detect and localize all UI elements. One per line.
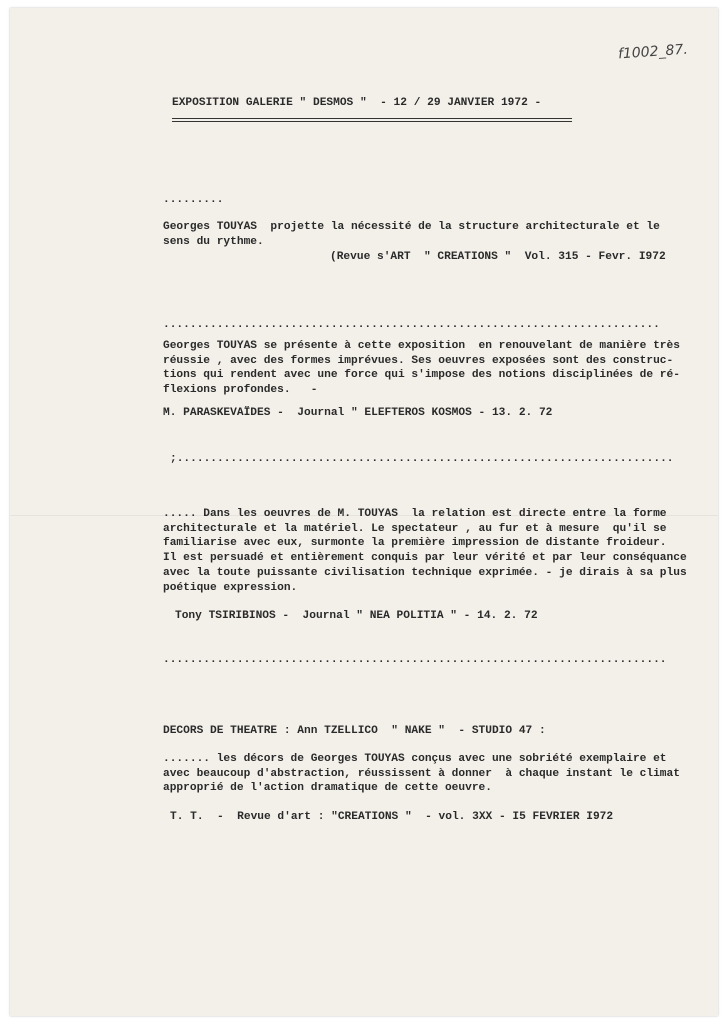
theatre-heading: DECORS DE THEATRE : Ann TZELLICO " NAKE " - STUDIO 47 : bbox=[163, 725, 546, 737]
separator-dots: ........................................................................... bbox=[163, 654, 667, 666]
handwritten-annotation: f1002_87. bbox=[617, 41, 689, 63]
quote-source: Tony TSIRIBINOS - Journal " NEA POLITIA " - 14. 2. 72 bbox=[175, 610, 538, 622]
quote-paragraph: ..... Dans les oeuvres de M. TOUYAS la relation est directe entre la forme architecturale et la matériel. Le spectateur , au fur et à mesure qu'il se familiarise avec eux, surmonte la première impression de distante froideur. Il est persuadé et entièrement conquis par leur vérité et par leur conséquance avec la toute puissante civilisation technique exprimée. - je dirais à sa plus poétique expression. bbox=[163, 508, 687, 594]
separator-dots: ;.......................................................................... bbox=[170, 453, 674, 465]
document-header: EXPOSITION GALERIE " DESMOS " - 12 / 29 JANVIER 1972 - bbox=[172, 97, 542, 109]
quote-source: M. PARASKEVAÏDES - Journal " ELEFTEROS KOSMOS - 13. 2. 72 bbox=[163, 407, 553, 419]
separator-dots: ......... bbox=[163, 194, 224, 206]
quote-paragraph: ....... les décors de Georges TOUYAS conçus avec une sobriété exemplaire et avec beaucoup d'abstraction, réussissent à donner à chaque instant le climat approprié de l'action dramatique de cette oeuvre. bbox=[163, 753, 680, 795]
header-underline bbox=[172, 118, 572, 119]
quote-paragraph: Georges TOUYAS se présente à cette exposition en renouvelant de manière très réussie , avec des formes imprévues. Ses oeuvres exposées sont des construc- tions qui rendent avec une force qui s'impose des notions disciplinées de ré- flexions profondes. - bbox=[163, 340, 680, 397]
quote-source: T. T. - Revue d'art : "CREATIONS " - vol. 3XX - I5 FEVRIER I972 bbox=[170, 811, 614, 823]
quote-source: (Revue s'ART " CREATIONS " Vol. 315 - Fevr. I972 bbox=[330, 251, 666, 263]
separator-dots: .......................................................................... bbox=[163, 319, 660, 331]
header-underline-2 bbox=[172, 121, 572, 122]
quote-paragraph: Georges TOUYAS projette la nécessité de la structure architecturale et le sens du rythme. bbox=[163, 221, 660, 248]
